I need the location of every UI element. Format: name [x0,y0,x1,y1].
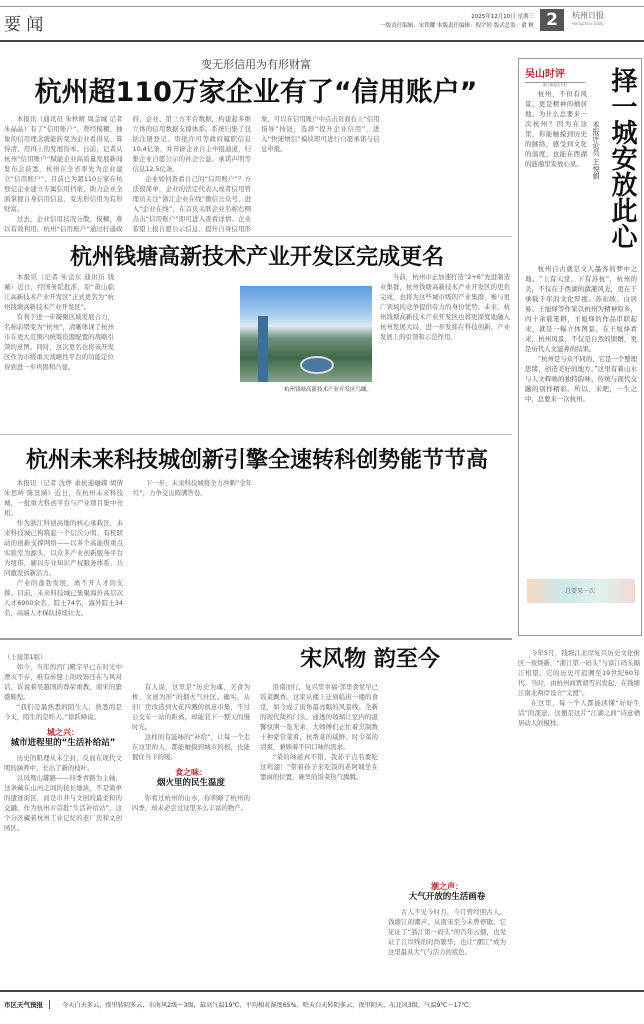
subhead-title: 城市进程里的“生活补给站” [10,738,116,748]
article-headline-qiantang: 杭州钱塘高新技术产业开发区完成更名 [69,245,444,270]
feature-col-4: 潮之声： 大气开放的生活画卷 古人不见今时月，今月曾经照古人。钱塘江的潮声，从南宋至今未曾停歇。它见证了“浙江第一码头”的百年云烟，也见证了江岸线的时尚繁华，也让“潮江”成为这里最具大气与活力的底色。 [388,882,506,956]
article-body-future-sci-tech: 本报讯（记者 沈烨 余杭通融媒 胡倩 朱思岭 陈昱涵）近日，在杭州未来科技城，一批重大科创平台与产业项目集中亮相。 作为浙江科创高地的核心承载区，未来科技城已构筑起一个层次分明、有机联动的创新支撑网络——以多个高能级重点实验室为源头，以众多产业创新服务平台为纽带，辅以专业知识产权服务体系，共同激发创新活力。 产业的蓬勃发展，离不开人才的支撑。目前，未来科技城已集聚海外高层次人才6900余名，院士74名，海外院士34名，高端人才梯队持续壮大。 下一步，未来科技城将全力冲刺“全年红”，力争交出圆满答卷。 [4,479,252,617]
weather-label: 市区天气预报 [4,1000,50,1009]
article-credit-accounts [0,44,512,234]
qiantang-aerial-photo [240,286,372,382]
article-body: 本报讯（通讯员 朱秋晴 周金城 记者 朱晶晶）有了“信用账户”，曾经模糊、抽象的信用理念就能转变为企业看得见、算得清、用得上的发展资本。日前，记者从杭州“信用账户”赋能企业高质量发展新闻发布会获悉，杭州在全省率先为企业建立“信用账户”，目前已为超110万家在杭登记企业建立专属信用档案，助力企业全面掌握自身信用信息，变无形信用为有形财富。 过去，企业信用状况分散、模糊，难以有效利用。杭州“信用账户”通过打通政府、企业、第三方平台数据，构建起多维立体的信用数据支撑体系。系统归集了包括注册登记、审批许可等政府履职信息10.4亿条，并开辟企业自主申报通道，归集企业自愿公示的社会公益、承诺声明等信息12.5亿条。 企业如何查看自己的“信用账户”？方法很简单，企业的法定代表人或者信用管理员关注“浙江企业在线”微信公众号，进入“企业在线”，在首页关联企业名称右侧点击“信用账户”即可进入查看详情。企业希望上报自愿公示信息、提升自身信用形象，可以在信用账户中点击页面右上“信用指导”按钮，选择“提升企业信用”，进入“快速增信”模块即可进行自愿承诺与信息申报。 [4,115,380,233]
weather-forecast: 今天白天多云，夜里转阴多云，东南风2级～3级，最高气温19℃，平均相对湿度65%。明天白天转阴多云，夜里阴天，东北风3级，气温9℃～17℃。 [62,1002,475,1009]
subhead-label: 食之味： [175,768,207,777]
article-headline: 杭州超110万家企业有了“信用账户” [34,77,478,108]
subhead-title: 大气开放的生活画卷 [408,892,486,902]
round-plaza [300,356,334,374]
commentary-byline: 本报评论员 王悦娟 [592,121,600,180]
subhead-label: 潮之声： [431,882,463,891]
photo-caption: 杭州钱塘高新技术产业开发区鸟瞰。 [283,387,372,393]
article-kicker: 变无形信用为有形财富 [201,58,311,71]
commentary-body: 杭州自古就是文人墨客的梦中之地。“上有天堂，下有苏杭”，杭州的美，不仅在于西湖的潋滟风光，更在于承载千年的文化厚度。苏东坡、白居易、王旭烽等作家以杭州为精神原乡，四十余载笔耕，王旭烽的作品串联起来，就是一幅立体图景。在王旭烽看来，杭州风景，不仅是自然的馈赠，更是历代人文滋养的结果。 “杭州是与众不同的，它是一个整理思绪、创造美好的地方。”这里有着山水与人文辉映的独特韵味，传统与现代交融的别样精彩。所以，来吧，一生之中，总要来一次杭州。 [525,265,637,403]
column-logo: 吴山时评 浙江新闻名专栏 [525,65,585,88]
hangzhou-skyline-illustration: 总要来一次 [527,579,635,603]
commentary-box [518,58,642,636]
tower-building [258,316,268,382]
page-number: 2 [540,9,564,31]
commentary-title: 择一城安放此心 [607,67,637,249]
article-body-qiantang-right: 当前，杭州市正加速打造“2+6”先进制造业集群，杭州钱塘高新技术产业开发区的更名完成，也将为这些城市级的产业集群、参与更广领域的竞争提供有力的身份优势。未来，杭州钱塘高新技术产业开发区也将更深度地融入杭州发展大局，进一步发挥在科技创新、产业发展上的引领和示范作用。 [380,273,510,341]
feature-col-2: 有人说，这里是“历史为魂、美食为桥、文创为形”的烟火气社区。确实，从旧厂房改造到火花四溅的创意市集，不过公交车一站的距离，却能装下一整天的慢时光。 这样的有滋味的“补给”，让每一个走在这里的人，都能触摸到城市的根，也能握住当下的暖。 食之味： 烟火里的民生温度 你看过杭州的山水，你领略了杭州的四季，却未必尝过这里多么丰富的物产。 [132,683,250,812]
commentary-body-top: 杭州，不但有风景，更是精神的栖居地。为什么总要来一次杭州？因为在这里，你能触摸到历史的脉络，感受到文化的温度，也能在西湖的涟漪里安放心灵。 [525,90,587,168]
newspaper-logo [572,10,604,26]
feature-col-1: （上接第1版） 如今，当年的宫门殿宇早已在时光中湮灭不存，唯有砖缝上的纹饰还在与风对话，诉说着吴越国的尊荣重教、南宋的繁盛辉煌。 “我们是最熟悉的陌生人，熟悉的是今天，陌生的是昨天。”徐跃峰说。 城之兴： 城市进程里的“生活补给站” 历史的肌理从未尘封，反而在现代文明的涵养中，长出了新的枝叶。 以凤凰山脚路——四季青路为主轴，这条藏在山河之间的狭长地块，不是简单的遗迹街区，而是市井与文创的最柔和的交融。作为杭州市首批“生活补给站”，这个分区藏着杭州工业记忆的老厂房和文创园区。 [4,653,122,832]
article-headline-future-sci-tech: 杭州未来科技城创新引擎全速转科创势能节节高 [25,448,488,473]
issue-date: 2025年12月10日 星期三 [471,14,534,20]
logo-cn: 杭州日报 [572,11,604,20]
section-title: 要 闻 [4,15,44,35]
logo-en: Hangzhou Daily [572,21,604,26]
article-body-qiantang-left: 本报讯（记者 朱金东 通讯员 钱薇）近日，经国务院批准，原“萧山临江高新技术产业开发区”正式更名为“杭州钱塘高新技术产业开发区”。 有利于进一步凝聚区域发展合力，名称前缀变为“杭州”，清晰体现了杭州市在更大范围内统筹资源配置的战略引领的意图。同时，这次更名也将该开发区作为市级重大战略性平台的功能定位得到进一步巩固和凸显。 [4,273,114,371]
subhead-title: 烟火里的民生温度 [156,778,225,788]
subhead-label: 城之兴： [47,728,79,737]
feature-col-5: 今年5月，钱塘江北岸复兴历史文化街区一夜焕新，“浙江第一码头”与富江码头隔江相望。它的历史可追溯至19世纪60年代。当时，由杭州商贾胡雪岩发起，在钱塘江南北两岸设立“义渡”。 在这里，每一个人都能读懂“好好生活”的深意，这便是这片“江湖之间”诗意栖居动人的模样。 [518,649,640,727]
editors: 一版责任编辑：宋铁耀 本版责任编辑：倪宇婷 版式总监：俞 帆 [380,23,534,29]
feature-col-3: 沿南而行，复兴里幸福·邻里食堂早已饭菜飘香。这家从楼上迁到临街一楼的食堂，如今成了街角最亮眼的风景线。全新的现代简约门头，通透的玻璃让室内的温馨氛围一览无余，大师傅们正忙着烹制数十种家常菜肴，杭帮菜的咸鲜、时令菜的清爽，兼顾着不同口味的需求。 “菜的味道真不错，我孙子点名要吃这鸡翅！”带着孙子来吃饭的老阿姨坐在靠窗的位置，碗里的饭菜热气腾腾。 [260,683,378,781]
feature-headline: 宋风物 韵至今 [300,647,440,672]
